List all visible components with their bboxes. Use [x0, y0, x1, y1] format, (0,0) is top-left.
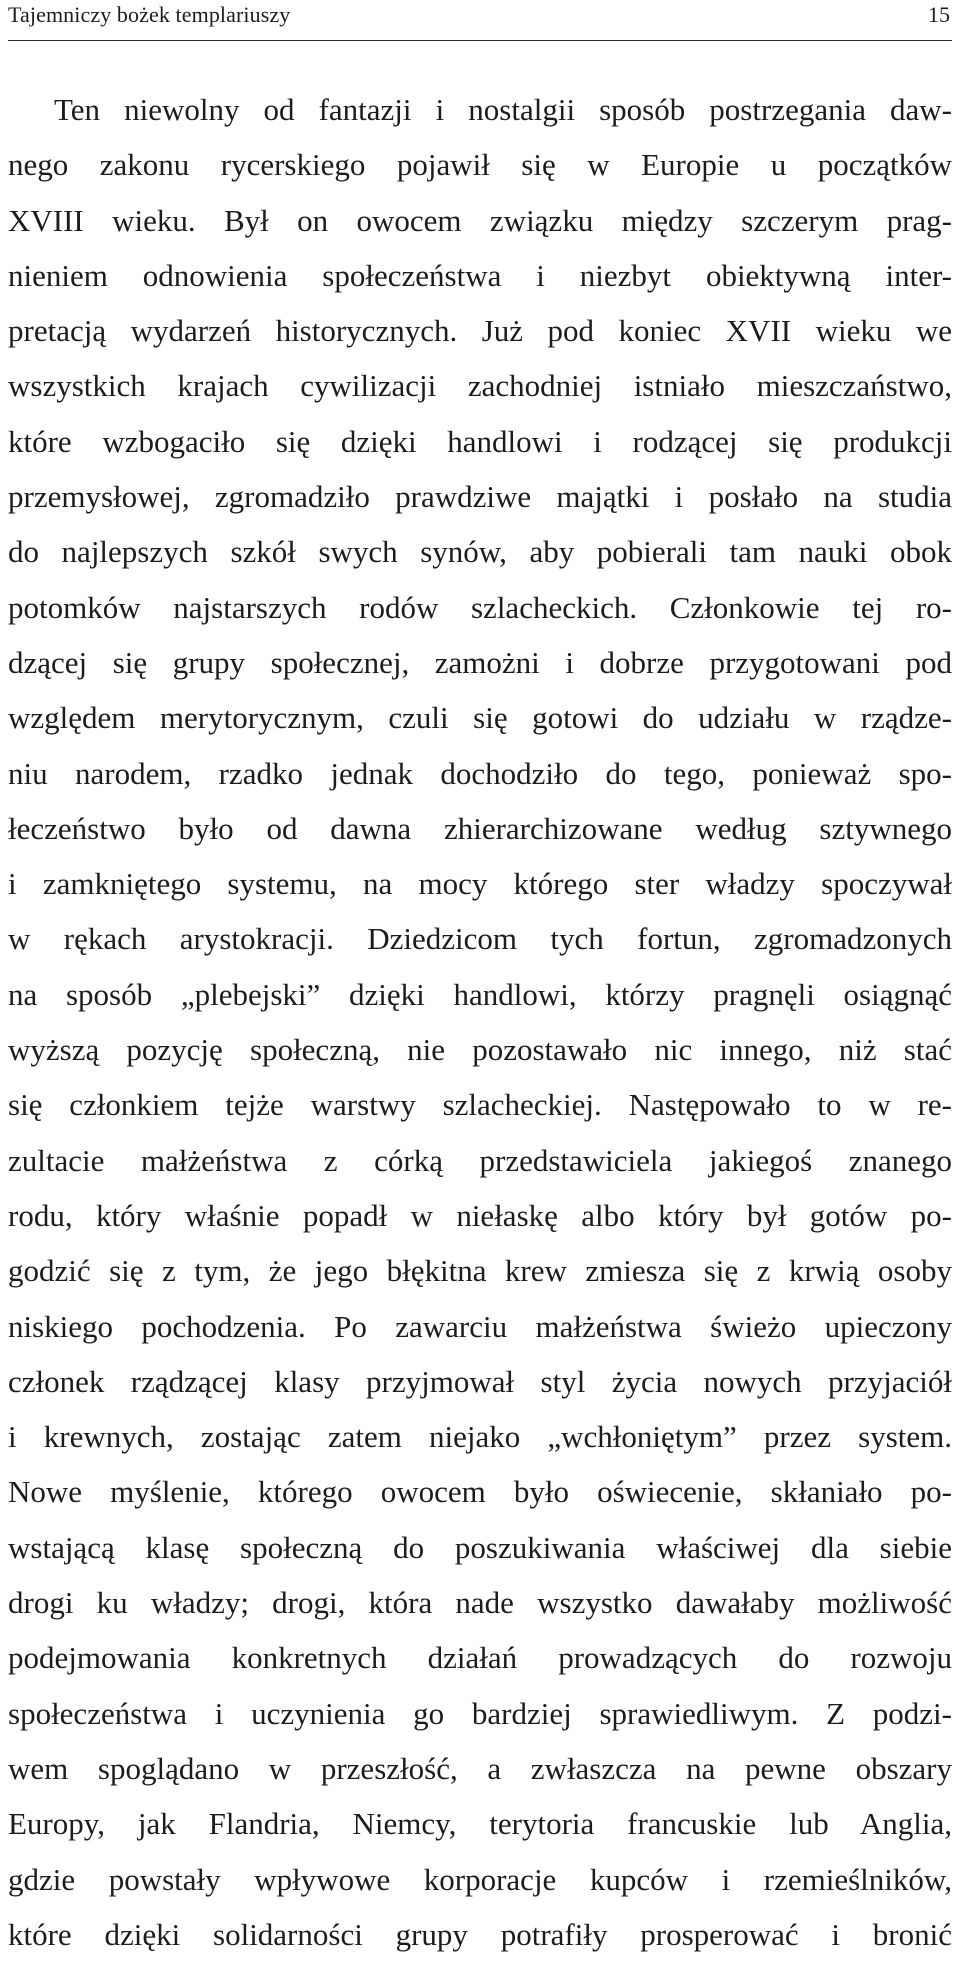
text-line: i zamkniętego systemu, na mocy którego ster władzy spoczywał: [8, 866, 952, 902]
text-line: na sposób „plebejski” dzięki handlowi, którzy pragnęli osiągnąć: [8, 976, 952, 1012]
text-line: niu narodem, rzadko jednak dochodziło do tego, ponieważ spo-: [8, 755, 952, 791]
text-line: dzącej się grupy społecznej, zamożni i dobrze przygotowani pod: [8, 644, 952, 680]
text-line: XVIII wieku. Był on owocem związku między szczerym prag-: [8, 202, 952, 238]
text-line: wstającą klasę społeczną do poszukiwania właściwej dla siebie: [8, 1529, 952, 1565]
text-line: zultacie małżeństwa z córką przedstawiciela jakiegoś znanego: [8, 1142, 952, 1178]
text-line: Ten niewolny od fantazji i nostalgii sposób postrzegania daw-: [54, 92, 952, 127]
text-line: gdzie powstały wpływowe korporacje kupców i rzemieślników,: [8, 1861, 952, 1897]
text-line: przemysłowej, zgromadziło prawdziwe majątki i posłało na studia: [8, 479, 952, 515]
text-line: nego zakonu rycerskiego pojawił się w Europie u początków: [8, 147, 952, 183]
running-title: Tajemniczy bożek templariuszy: [8, 2, 291, 27]
text-line: łeczeństwo było od dawna zhierarchizowane według sztywnego: [8, 810, 952, 846]
running-header: [8, 0, 952, 41]
text-line: które dzięki solidarności grupy potrafiły prosperować i bronić: [8, 1916, 952, 1952]
text-line: Europy, jak Flandria, Niemcy, terytoria francuskie lub Anglia,: [8, 1806, 952, 1842]
text-line: podejmowania konkretnych działań prowadzących do rozwoju: [8, 1640, 952, 1676]
text-line: drogi ku władzy; drogi, która nade wszystko dawałaby możliwość: [8, 1585, 952, 1621]
text-line: do najlepszych szkół swych synów, aby pobierali tam nauki obok: [8, 534, 952, 570]
text-line: nieniem odnowienia społeczeństwa i niezbyt obiektywną inter-: [8, 257, 952, 293]
text-line: pretacją wydarzeń historycznych. Już pod koniec XVII wieku we: [8, 313, 952, 349]
text-line: członek rządzącej klasy przyjmował styl życia nowych przyjaciół: [8, 1363, 952, 1399]
page-number: 15: [928, 2, 950, 27]
text-line: społeczeństwa i uczynienia go bardziej sprawiedliwym. Z podzi-: [8, 1695, 952, 1731]
text-line: godzić się z tym, że jego błękitna krew zmiesza się z krwią osoby: [8, 1253, 952, 1289]
text-line: potomków najstarszych rodów szlacheckich. Członkowie tej ro-: [8, 589, 952, 625]
text-line: względem merytorycznym, czuli się gotowi do udziału w rządze-: [8, 700, 952, 736]
text-line: wyższą pozycję społeczną, nie pozostawało nic innego, niż stać: [8, 1032, 952, 1068]
text-line: się członkiem tejże warstwy szlacheckiej. Następowało to w re-: [8, 1087, 952, 1123]
text-line: wszystkich krajach cywilizacji zachodniej istniało mieszczaństwo,: [8, 368, 952, 404]
text-line: i krewnych, zostając zatem niejako „wchłoniętym” przez system.: [8, 1419, 952, 1455]
body-paragraph: [8, 82, 952, 1962]
text-line: w rękach arystokracji. Dziedzicom tych fortun, zgromadzonych: [8, 921, 952, 957]
text-line: które wzbogaciło się dzięki handlowi i rodzącej się produkcji: [8, 423, 952, 459]
text-line: wem spoglądano w przeszłość, a zwłaszcza na pewne obszary: [8, 1750, 952, 1786]
text-line: niskiego pochodzenia. Po zawarciu małżeństwa świeżo upieczony: [8, 1308, 952, 1344]
text-line: rodu, który właśnie popadł w niełaskę albo który był gotów po-: [8, 1197, 952, 1233]
text-line: Nowe myślenie, którego owocem było oświecenie, skłaniało po-: [8, 1474, 952, 1510]
